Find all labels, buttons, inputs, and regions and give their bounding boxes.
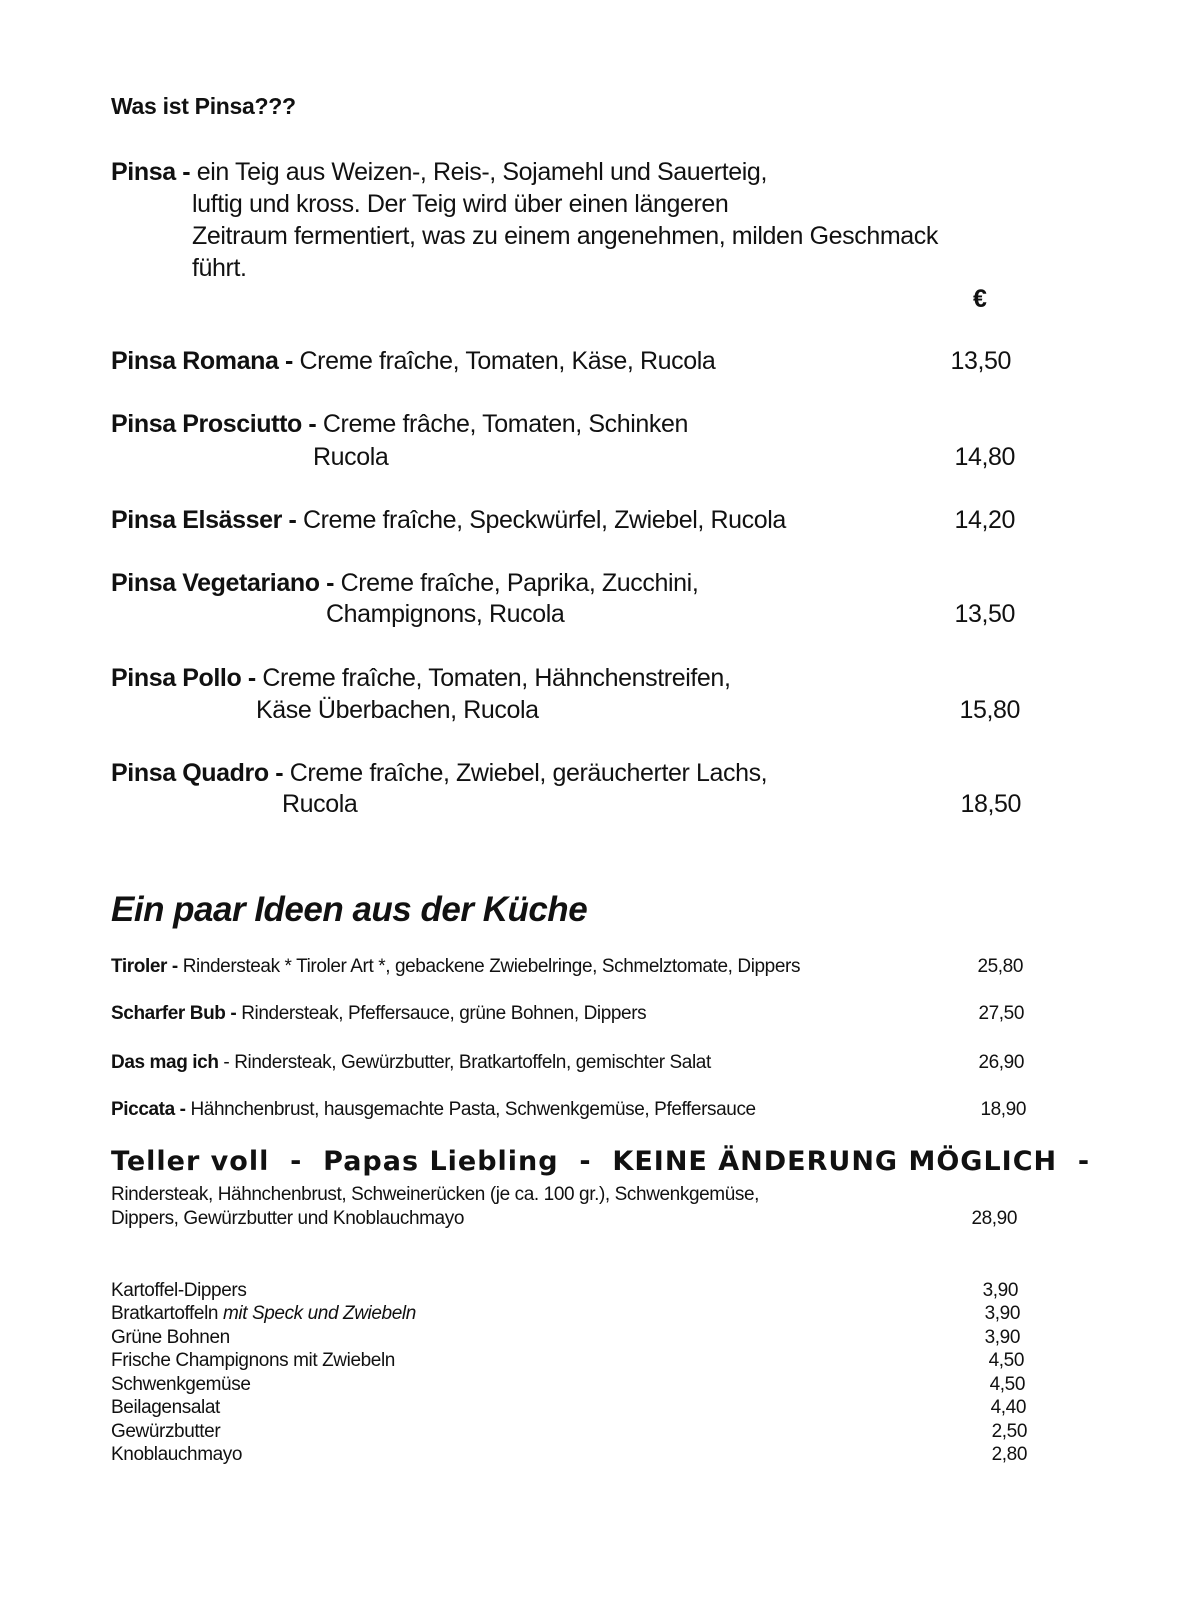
pinsa-desc: Creme frâche, Tomaten, Schinken bbox=[322, 410, 688, 438]
pinsa-desc: Creme fraîche, Zwiebel, geräucherter Lachs, bbox=[289, 759, 768, 787]
kitchen-item-price: 26,90 bbox=[978, 1052, 1024, 1073]
pinsa-price: 13,50 bbox=[950, 347, 1011, 375]
teller-desc-line-1: Rindersteak, Hähnchenbrust, Schweinerücken (je ca. 100 gr.), Schwenkgemüse, bbox=[111, 1184, 760, 1205]
pinsa-item bbox=[111, 504, 786, 536]
side-item: Schwenkgemüse bbox=[111, 1374, 251, 1395]
pinsa-desc: Creme fraîche, Speckwürfel, Zwiebel, Rucola bbox=[302, 506, 786, 534]
pinsa-desc-cont: Champignons, Rucola bbox=[326, 600, 565, 628]
side-price: 3,90 bbox=[982, 1280, 1018, 1301]
side-item-name: Bratkartoffeln bbox=[111, 1303, 219, 1324]
side-price: 3,90 bbox=[984, 1303, 1020, 1324]
intro-line-1: ein Teig aus Weizen-, Reis-, Sojamehl und Sauerteig, bbox=[196, 158, 767, 186]
pinsa-desc-cont: Rucola bbox=[282, 790, 358, 818]
kitchen-heading: Ein paar Ideen aus der Küche bbox=[111, 890, 588, 929]
side-item: Kartoffel-Dippers bbox=[111, 1280, 247, 1301]
pinsa-name: Pinsa Elsässer - bbox=[111, 506, 297, 534]
kitchen-item-price: 25,80 bbox=[977, 956, 1023, 977]
kitchen-item-name: Tiroler - bbox=[111, 956, 178, 977]
kitchen-item-desc: Rindersteak * Tiroler Art *, gebackene Zwiebelringe, Schmelztomate, Dippers bbox=[182, 956, 801, 977]
kitchen-item-name: Das mag ich bbox=[111, 1052, 219, 1073]
pinsa-name: Pinsa Prosciutto - bbox=[111, 410, 317, 438]
kitchen-item-price: 18,90 bbox=[980, 1099, 1026, 1120]
side-price: 2,80 bbox=[991, 1444, 1027, 1465]
side-price: 4,50 bbox=[989, 1374, 1025, 1395]
teller-price: 28,90 bbox=[971, 1208, 1017, 1229]
intro-line-4: führt. bbox=[192, 254, 247, 282]
side-price: 4,40 bbox=[990, 1397, 1026, 1418]
side-price: 3,90 bbox=[984, 1327, 1020, 1348]
pinsa-desc: Creme fraîche, Tomaten, Hähnchenstreifen, bbox=[262, 664, 731, 692]
side-item: Grüne Bohnen bbox=[111, 1327, 230, 1348]
side-item bbox=[111, 1302, 416, 1326]
side-item-extra: mit Speck und Zwiebeln bbox=[222, 1303, 416, 1324]
kitchen-item-name: Piccata - bbox=[111, 1099, 186, 1120]
pinsa-desc: Creme fraîche, Tomaten, Käse, Rucola bbox=[299, 347, 716, 375]
teller-desc-line-2: Dippers, Gewürzbutter und Knoblauchmayo bbox=[111, 1208, 464, 1229]
pinsa-price: 18,50 bbox=[960, 790, 1021, 818]
kitchen-item bbox=[111, 1098, 756, 1122]
pinsa-price: 13,50 bbox=[954, 600, 1015, 628]
intro-line-3: Zeitraum fermentiert, was zu einem angenehmen, milden Geschmack bbox=[192, 222, 938, 250]
kitchen-item bbox=[111, 1002, 646, 1026]
side-item: Gewürzbutter bbox=[111, 1421, 221, 1442]
pinsa-desc-cont: Käse Überbachen, Rucola bbox=[256, 696, 539, 724]
kitchen-item bbox=[111, 955, 800, 979]
kitchen-item-name: Scharfer Bub - bbox=[111, 1003, 237, 1024]
pinsa-price: 14,20 bbox=[954, 506, 1015, 534]
pinsa-item bbox=[111, 567, 698, 599]
kitchen-item-desc: - Rindersteak, Gewürzbutter, Bratkartoffeln, gemischter Salat bbox=[223, 1052, 711, 1073]
side-item: Beilagensalat bbox=[111, 1397, 220, 1418]
pinsa-item bbox=[111, 757, 767, 789]
teller-heading: Teller voll - Papas Liebling - KEINE ÄNDERUNG MÖGLICH - bbox=[111, 1146, 1091, 1177]
pinsa-item bbox=[111, 408, 688, 440]
kitchen-item-price: 27,50 bbox=[978, 1003, 1024, 1024]
currency-symbol: € bbox=[973, 285, 987, 313]
pinsa-price: 15,80 bbox=[959, 696, 1020, 724]
intro-first-line bbox=[111, 156, 767, 188]
side-price: 4,50 bbox=[988, 1350, 1024, 1371]
pinsa-desc-cont: Rucola bbox=[313, 443, 389, 471]
intro-term: Pinsa - bbox=[111, 158, 191, 186]
side-item: Frische Champignons mit Zwiebeln bbox=[111, 1350, 395, 1371]
kitchen-item-desc: Hähnchenbrust, hausgemachte Pasta, Schwenkgemüse, Pfeffersauce bbox=[190, 1099, 756, 1120]
pinsa-price: 14,80 bbox=[954, 443, 1015, 471]
pinsa-item bbox=[111, 662, 731, 694]
pinsa-name: Pinsa Pollo - bbox=[111, 664, 256, 692]
kitchen-item-desc: Rindersteak, Pfeffersauce, grüne Bohnen, Dippers bbox=[241, 1003, 647, 1024]
pinsa-name: Pinsa Romana - bbox=[111, 347, 293, 375]
pinsa-desc: Creme fraîche, Paprika, Zucchini, bbox=[340, 569, 699, 597]
side-price: 2,50 bbox=[991, 1421, 1027, 1442]
intro-title: Was ist Pinsa??? bbox=[111, 93, 296, 119]
intro-line-2: luftig und kross. Der Teig wird über einen längeren bbox=[192, 190, 729, 218]
pinsa-item bbox=[111, 345, 715, 377]
kitchen-item bbox=[111, 1051, 711, 1075]
pinsa-name: Pinsa Vegetariano - bbox=[111, 569, 335, 597]
side-item: Knoblauchmayo bbox=[111, 1444, 243, 1465]
pinsa-name: Pinsa Quadro - bbox=[111, 759, 284, 787]
